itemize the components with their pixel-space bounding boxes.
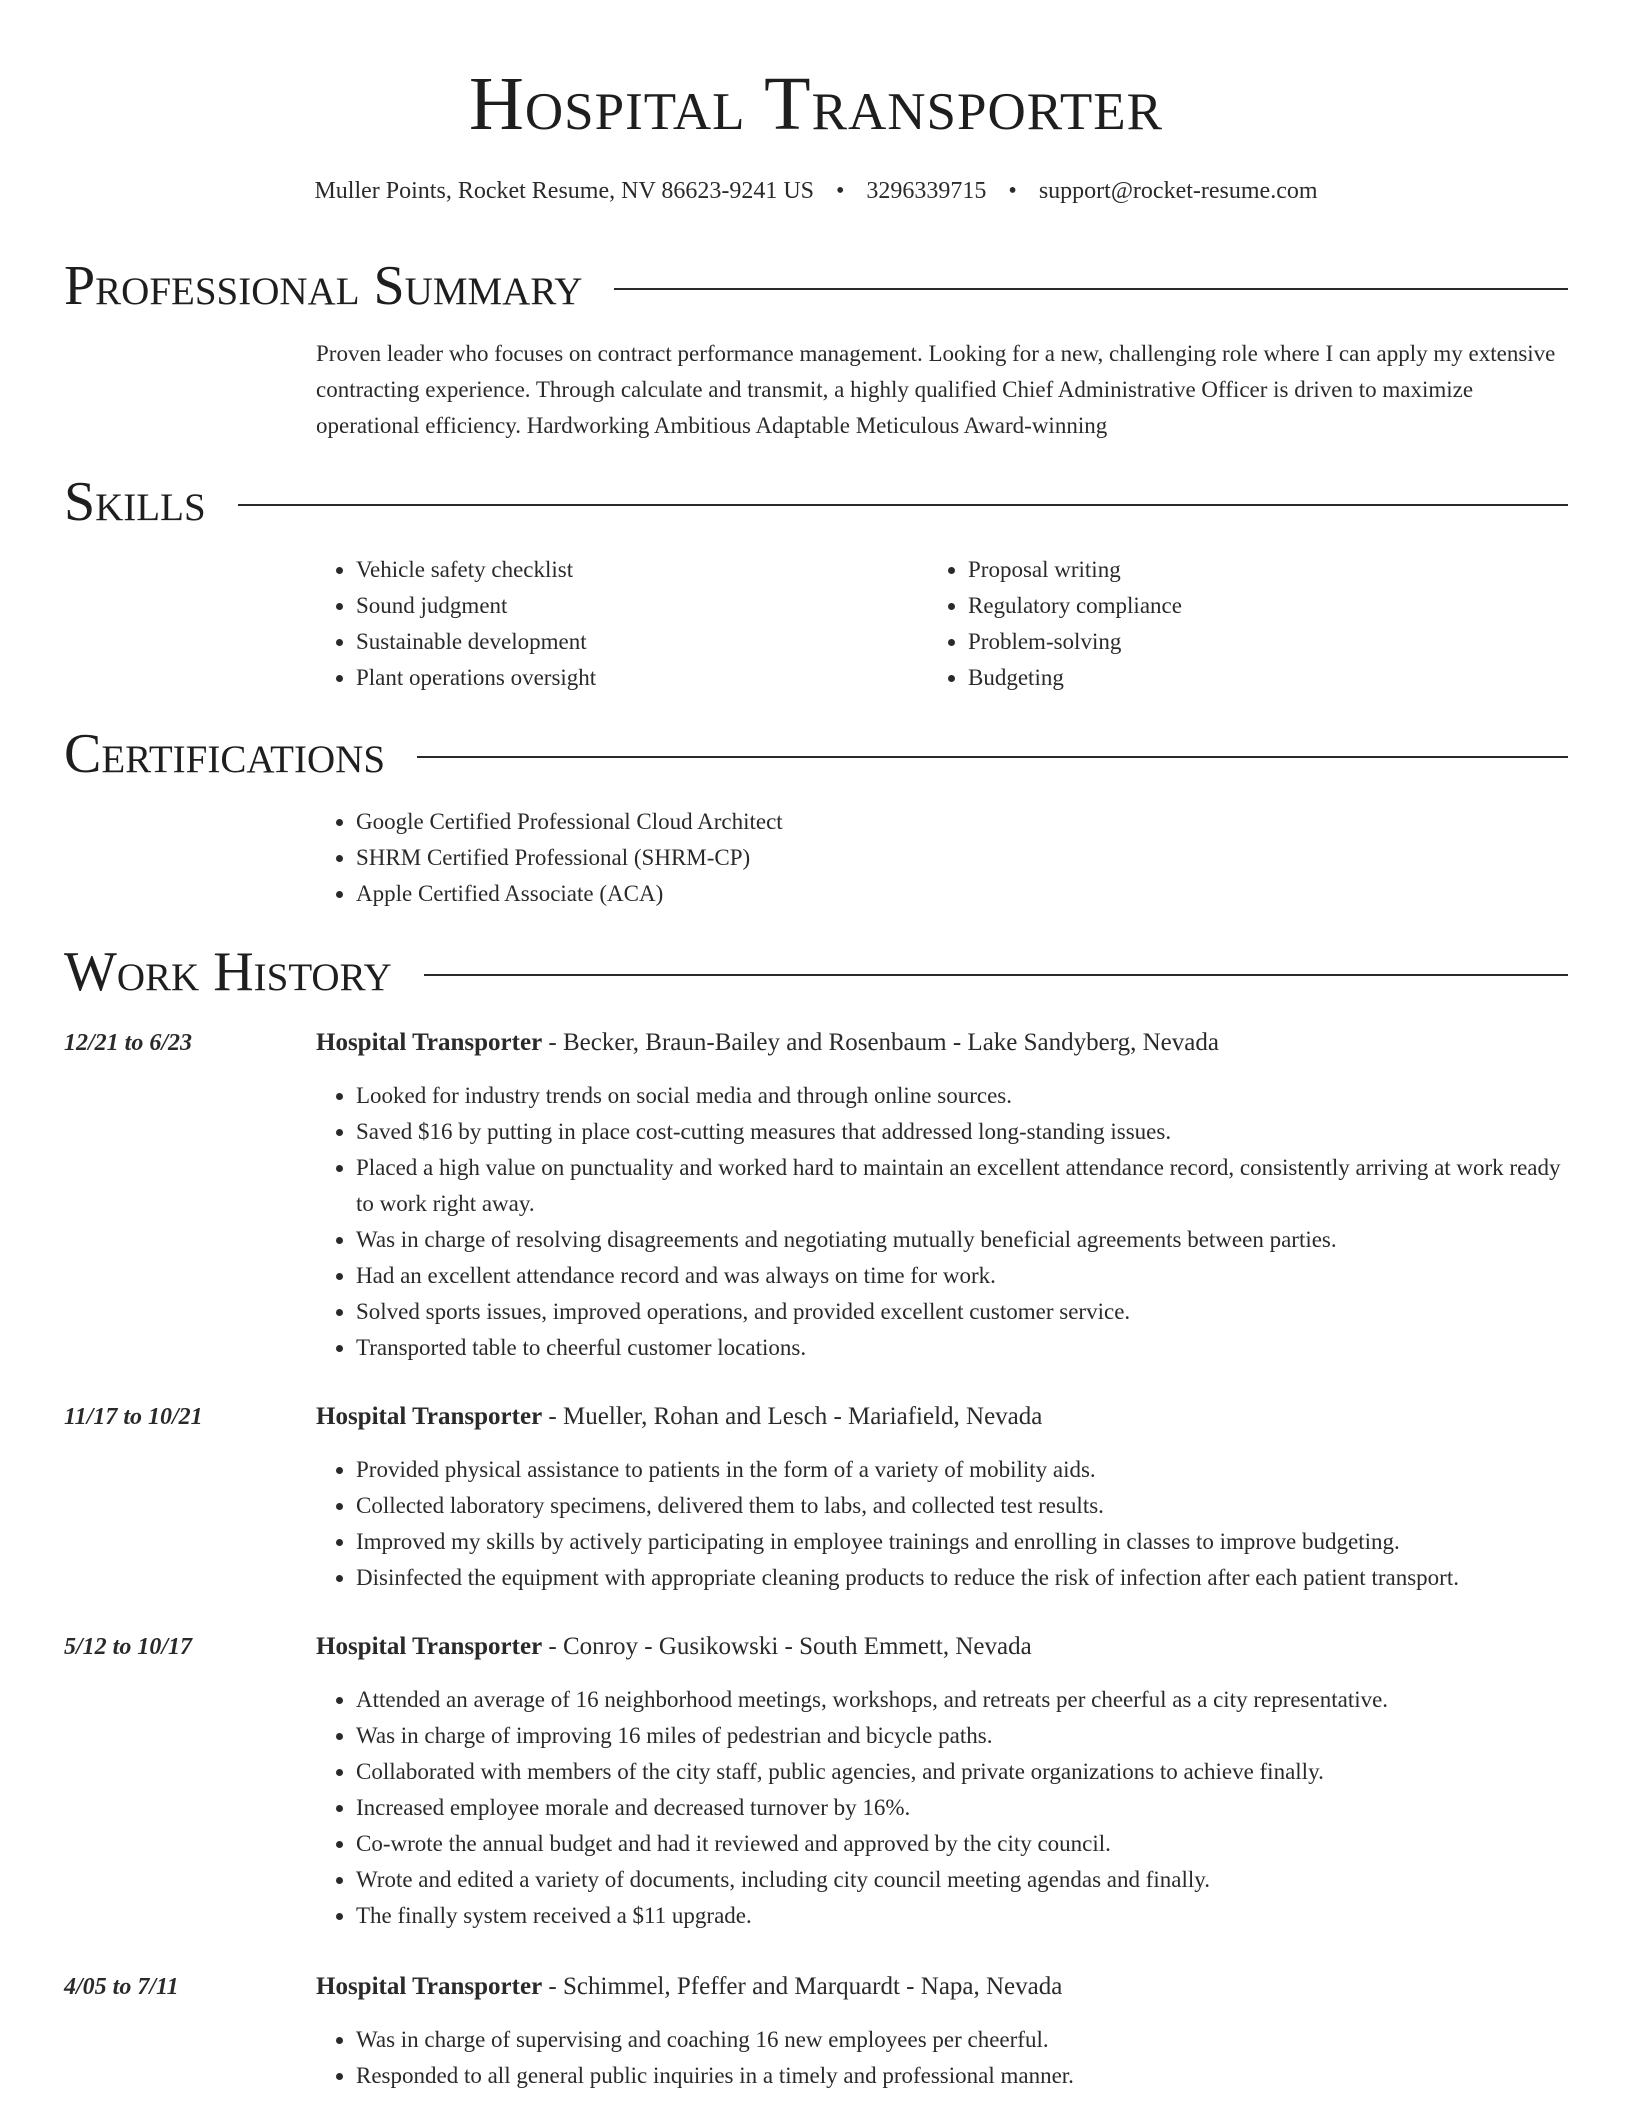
section-heading-work-history <box>64 940 1568 1004</box>
job-employer: - Conroy - Gusikowski - South Emmett, Nevada <box>542 1633 1032 1660</box>
job-employer: - Mueller, Rohan and Lesch - Mariafield, Nevada <box>542 1403 1043 1430</box>
job-bullet: • Solved sports issues, improved operations, and provided excellent customer service. <box>356 1294 1568 1330</box>
section-heading-skills <box>64 470 1568 534</box>
skill-item: • Regulatory compliance <box>968 588 1524 624</box>
section-heading-text: Certifications <box>64 723 386 785</box>
job-bullet: • Was in charge of supervising and coaching 16 new employees per cheerful. <box>356 2022 1568 2058</box>
job-heading <box>316 1400 1568 1434</box>
job-title: Hospital Transporter <box>316 1403 543 1430</box>
job-bullet: • Responded to all general public inquiries in a timely and professional manner. <box>356 2058 1568 2094</box>
job-bullet: • Had an excellent attendance record and was always on time for work. <box>356 1258 1568 1294</box>
skill-item: • Problem-solving <box>968 624 1524 660</box>
certifications-list <box>312 804 1568 912</box>
job-employer: - Becker, Braun-Bailey and Rosenbaum - Lake Sandyberg, Nevada <box>542 1029 1219 1056</box>
job-bullet: • Provided physical assistance to patients in the form of a variety of mobility aids. <box>356 1452 1568 1488</box>
job-bullet: • Placed a high value on punctuality and worked hard to maintain an excellent attendance record, consistently arriving at work ready to work right away. <box>356 1150 1568 1222</box>
skill-item: • Budgeting <box>968 660 1524 696</box>
job-dates: 5/12 to 10/17 <box>64 1634 193 1660</box>
job-dates: 12/21 to 6/23 <box>64 1030 193 1056</box>
skill-item: • Sustainable development <box>356 624 872 660</box>
certification-item: • Apple Certified Associate (ACA) <box>356 876 1568 912</box>
contact-line <box>0 174 1632 208</box>
section-heading-text: Work History <box>64 941 392 1003</box>
contact-separator: • <box>1008 178 1017 204</box>
candidate-name: Hospital Transporter <box>469 62 1163 146</box>
job-bullet: • Was in charge of resolving disagreements and negotiating mutually beneficial agreements between parties. <box>356 1222 1568 1258</box>
job-bullet: • Improved my skills by actively participating in employee trainings and enrolling in classes to improve budgeting. <box>356 1524 1568 1560</box>
job-bullet: • Saved $16 by putting in place cost-cutting measures that addressed long-standing issues. <box>356 1114 1568 1150</box>
job-bullet: • Collaborated with members of the city staff, public agencies, and private organizations to achieve finally. <box>356 1754 1568 1790</box>
section-heading-summary <box>64 254 1568 318</box>
job-bullet: • Attended an average of 16 neighborhood meetings, workshops, and retreats per cheerful as a city representative. <box>356 1682 1568 1718</box>
job-bullet: • Wrote and edited a variety of documents, including city council meeting agendas and finally. <box>356 1862 1568 1898</box>
certification-item: • Google Certified Professional Cloud Architect <box>356 804 1568 840</box>
section-heading-certifications <box>64 722 1568 786</box>
job-heading <box>316 1970 1568 2004</box>
job-bullet: • Increased employee morale and decreased turnover by 16%. <box>356 1790 1568 1826</box>
job-bullet: • Co-wrote the annual budget and had it reviewed and approved by the city council. <box>356 1826 1568 1862</box>
contact-email: support@rocket-resume.com <box>1038 178 1318 204</box>
job-heading <box>316 1630 1568 1664</box>
section-divider <box>238 504 1568 506</box>
contact-address: Muller Points, Rocket Resume, NV 86623-9241 US <box>314 178 815 204</box>
job-bullets <box>312 1452 1568 1596</box>
skill-item: • Vehicle safety checklist <box>356 552 872 588</box>
section-divider <box>417 756 1568 758</box>
contact-separator: • <box>836 178 845 204</box>
job-heading <box>316 1026 1568 1060</box>
job-bullets <box>312 1682 1568 1934</box>
job-title: Hospital Transporter <box>316 1633 543 1660</box>
job-bullets <box>312 2022 1568 2094</box>
job-dates: 4/05 to 7/11 <box>64 1974 179 2000</box>
job-dates: 11/17 to 10/21 <box>64 1404 203 1430</box>
job-bullet: • Was in charge of improving 16 miles of pedestrian and bicycle paths. <box>356 1718 1568 1754</box>
skill-item: • Proposal writing <box>968 552 1524 588</box>
skill-item: • Plant operations oversight <box>356 660 872 696</box>
section-divider <box>614 288 1568 290</box>
job-employer: - Schimmel, Pfeffer and Marquardt - Napa, Nevada <box>542 1973 1063 2000</box>
contact-phone: 3296339715 <box>866 178 987 204</box>
job-title: Hospital Transporter <box>316 1973 543 2000</box>
job-bullet: • Looked for industry trends on social media and through online sources. <box>356 1078 1568 1114</box>
job-bullet: • Disinfected the equipment with appropriate cleaning products to reduce the risk of infection after each patient transport. <box>356 1560 1568 1596</box>
summary-text: Proven leader who focuses on contract performance management. Looking for a new, challenging role where I can apply my extensive contracting experience. Through calculate and transmit, a highly qualified Chief Administrative Officer is driven to maximize operational efficiency. Hardworking Ambitious Adaptable Meticulous Award-winning <box>316 341 1556 438</box>
section-divider <box>424 974 1568 976</box>
job-bullet: • The finally system received a $11 upgrade. <box>356 1898 1568 1934</box>
certification-item: • SHRM Certified Professional (SHRM-CP) <box>356 840 1568 876</box>
job-bullet: • Transported table to cheerful customer locations. <box>356 1330 1568 1366</box>
skills-column-right <box>924 552 1524 696</box>
job-bullet: • Collected laboratory specimens, delivered them to labs, and collected test results. <box>356 1488 1568 1524</box>
skill-item: • Sound judgment <box>356 588 872 624</box>
section-heading-text: Professional Summary <box>64 255 583 317</box>
job-title: Hospital Transporter <box>316 1029 543 1056</box>
job-bullets <box>312 1078 1568 1366</box>
skills-column-left <box>312 552 872 696</box>
section-heading-text: Skills <box>64 471 206 533</box>
